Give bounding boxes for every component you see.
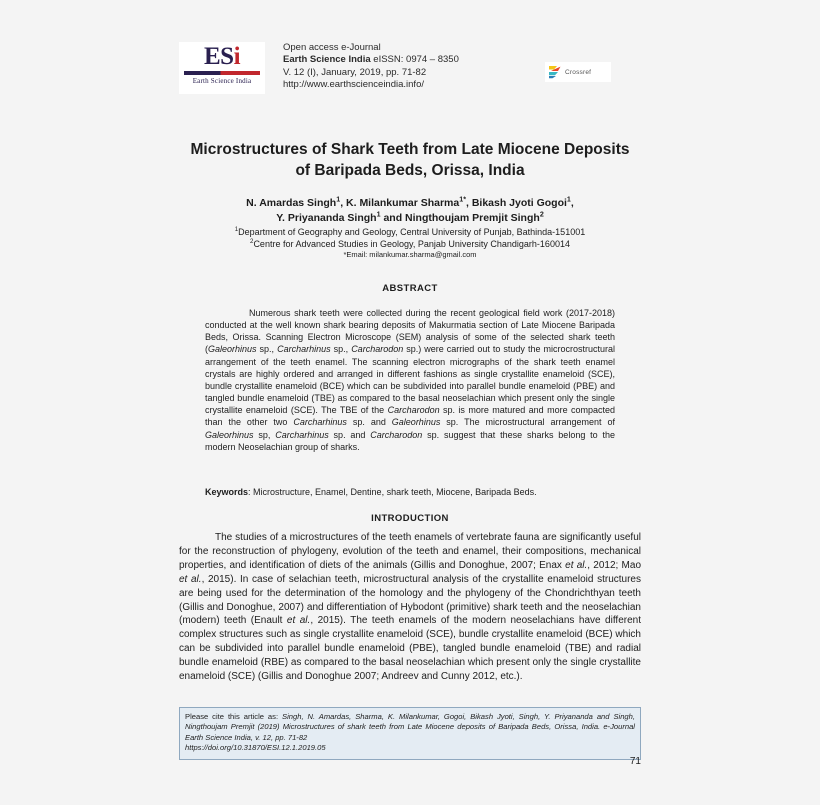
page-content-column — [179, 0, 641, 805]
citation-doi-link[interactable]: https://doi.org/10.31870/ESI.12.1.2019.05 — [185, 743, 326, 753]
author-line-2: Y. Priyananda Singh$^1$ and Ningthoujam Premjit Singh$^2$ — [276, 210, 544, 224]
masthead-line-url[interactable]: http://www.earthscienceindia.info/ — [283, 78, 424, 90]
article-title: Microstructures of Shark Teeth from Late Miocene Deposits of Baripada Beds, Orissa, India — [190, 141, 630, 179]
masthead-line-volume: V. 12 (I), January, 2019, pp. 71-82 — [283, 66, 427, 78]
abstract-body — [205, 307, 615, 453]
introduction-heading: INTRODUCTION — [371, 513, 449, 524]
keywords-label: Keywords — [205, 487, 249, 497]
esi-logo-subtitle: Earth Science India — [192, 77, 252, 85]
esi-logo — [179, 42, 265, 94]
esi-logo-acronym — [204, 44, 240, 70]
abstract-heading: ABSTRACT — [382, 283, 438, 294]
citation-lead: Please cite this article as: — [185, 712, 283, 721]
journal-masthead — [179, 42, 641, 96]
author-line-1: N. Amardas Singh$^1$, K. Milankumar Sharma$^{1*}$, Bikash Jyoti Gogoi$^1$, — [246, 195, 574, 209]
abstract-paragraph: Numerous shark teeth were collected during the recent geological field work (2017-2018) conducted at the well known shark bearing deposits of Makurmatia section of Late Miocene Baripada Beds, Orissa. Scanning Electron Microscope (SEM) analysis of some of the selected shark teeth (Galeorhinus sp., Carcharhinus sp., Carcharodon sp.) were carried out to study the microcrostructural arrangement of the teeth enamel. The scanning electron micrographs of the shark teeth enamel crystals are highly ordered and arranged in different fashions as single crystallite enameloid (SCE), bundle crystallite enameloid (BCE) which can be subdivided into parallel bundle enameloid (PBE) and tangled bundle enameloid (TBE) as compared to the basal neoselachian which present only the single crystallite enameloid (SCE). The TBE of the Carcharodon sp. is more matured and more compacted than the other two Carcharhinus sp. and Galeorhinus sp. The microstructural arrangement of Galeorhinus sp, Carcharhinus sp. and Carcharodon sp. suggest that these sharks belong to the modern Neoselachian group of sharks. — [205, 308, 616, 452]
crossref-icon — [548, 65, 562, 79]
citation-reference: Singh, N. Amardas, Sharma, K. Milankumar, Gogoi, Bikash Jyoti, Singh, Y. Priyananda and Singh, Ningthoujam Premjit (2019) Microstructures of shark teeth from Late Miocene deposits of Baripada Beds, Orissa, India. e-Journal Earth Science India, v. 12, pp. 71-82 — [185, 712, 635, 742]
esi-logo-acronym-suffix: i — [233, 43, 241, 70]
keywords-line — [205, 486, 615, 498]
masthead-journal-name: Earth Science India — [283, 54, 371, 66]
introduction-body — [179, 531, 641, 684]
crossref-badge[interactable] — [545, 62, 611, 82]
citation-box — [179, 707, 641, 760]
masthead-eissn: eISSN: 0974 – 8350 — [370, 54, 459, 66]
keywords-value: : Microstructure, Enamel, Dentine, shark teeth, Miocene, Baripada Beds. — [248, 487, 537, 497]
affiliation-2: $^2$Centre for Advanced Studies in Geology, Panjab University Chandigarh-160014 — [250, 238, 570, 249]
affiliations — [179, 226, 641, 250]
citation-text — [185, 712, 635, 743]
masthead-journal-info — [283, 42, 459, 91]
affiliation-1: $^1$Department of Geography and Geology, Central University of Punjab, Bathinda-151001 — [234, 226, 586, 237]
introduction-paragraph: The studies of a microstructures of the teeth enamels of vertebrate fauna are significantly useful for the reconstruction of phylogeny, evolution of the teeth and enamel, their compositions, mechanical properties, and identification of diets of the animals (Gillis and Donoghue, 2007; Enax et al., 2012; Mao et al., 2015). In case of selachian teeth, microstructural analysis of the crystallite enameloid structures are being used for the determination of the homology and the phylogeny of the Chondrichthyan teeth (Gillis and Donoghue, 2007) and differentiation of Hybodont (primitive) shark teeth and the neoselachian (modern) teeth (Enault et al., 2015). The teeth enamels of the modern neoselachians have different complex structures such as single crystallite enameloid (SCE), bundle crystallite enameloid (BCE) which can be subdivided into parallel bundle enameloid (PBE), tangled bundle enameloid (TBE) and radial bundle enameloid (RBE) as compared to the basal neoselachian which present only the single crystallite enameloid (SCE) (Gillis and Donoghue 2007; Andreev and Cunny 2012, etc.). — [179, 532, 642, 683]
page-number: 71 — [629, 756, 641, 767]
masthead-line-open-access: Open access e-Journal — [283, 42, 381, 53]
crossref-label: Crossref — [565, 68, 592, 76]
author-list — [185, 196, 635, 225]
esi-logo-rule — [184, 71, 260, 75]
masthead-line-issn — [283, 54, 459, 66]
corresponding-email: *Email: milankumar.sharma@gmail.com — [343, 250, 477, 259]
esi-logo-acronym-prefix: ES — [203, 43, 234, 70]
